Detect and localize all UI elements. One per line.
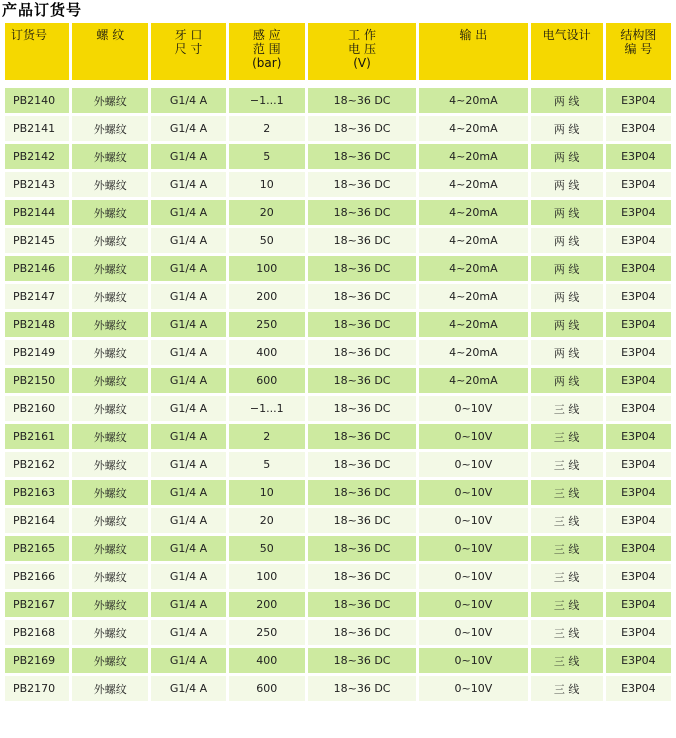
cell-order-number: PB2143 (5, 172, 69, 197)
cell-thread-size: G1/4 A (151, 256, 225, 281)
cell-output: 4~20mA (419, 144, 527, 169)
cell-order-number: PB2166 (5, 564, 69, 589)
table-row (5, 368, 671, 393)
cell-output: 0~10V (419, 564, 527, 589)
cell-thread: 外螺纹 (72, 340, 148, 365)
cell-operating-voltage: 18~36 DC (308, 256, 416, 281)
cell-electrical-design: 两 线 (531, 368, 603, 393)
header-line: 结构图 (620, 28, 657, 42)
cell-drawing-number: E3P04 (606, 508, 671, 533)
cell-order-number: PB2140 (5, 88, 69, 113)
table-row (5, 228, 671, 253)
cell-thread: 外螺纹 (72, 200, 148, 225)
table-row (5, 284, 671, 309)
header-line: 订货号 (11, 28, 48, 42)
table-row (5, 256, 671, 281)
cell-electrical-design: 两 线 (531, 284, 603, 309)
cell-output: 0~10V (419, 452, 527, 477)
cell-output: 4~20mA (419, 172, 527, 197)
cell-thread: 外螺纹 (72, 508, 148, 533)
cell-drawing-number: E3P04 (606, 312, 671, 337)
header-line: 输 出 (459, 28, 488, 42)
cell-drawing-number: E3P04 (606, 200, 671, 225)
cell-thread-size: G1/4 A (151, 144, 225, 169)
table-row (5, 200, 671, 225)
cell-drawing-number: E3P04 (606, 676, 671, 701)
header-line: 电气设计 (542, 28, 591, 42)
cell-sensing-range: 100 (229, 256, 305, 281)
cell-output: 0~10V (419, 536, 527, 561)
header-order-number (5, 23, 69, 80)
cell-output: 0~10V (419, 648, 527, 673)
cell-sensing-range: 5 (229, 144, 305, 169)
cell-order-number: PB2145 (5, 228, 69, 253)
cell-order-number: PB2150 (5, 368, 69, 393)
cell-electrical-design: 三 线 (531, 620, 603, 645)
header-line: 工 作 (348, 28, 376, 42)
cell-order-number: PB2148 (5, 312, 69, 337)
cell-operating-voltage: 18~36 DC (308, 368, 416, 393)
cell-thread-size: G1/4 A (151, 480, 225, 505)
cell-drawing-number: E3P04 (606, 648, 671, 673)
table-row (5, 312, 671, 337)
table-row (5, 172, 671, 197)
cell-sensing-range: 400 (229, 340, 305, 365)
cell-thread: 外螺纹 (72, 368, 148, 393)
table-row (5, 508, 671, 533)
cell-drawing-number: E3P04 (606, 340, 671, 365)
cell-drawing-number: E3P04 (606, 564, 671, 589)
cell-output: 4~20mA (419, 200, 527, 225)
cell-order-number: PB2162 (5, 452, 69, 477)
cell-thread-size: G1/4 A (151, 340, 225, 365)
cell-thread: 外螺纹 (72, 256, 148, 281)
cell-electrical-design: 两 线 (531, 144, 603, 169)
cell-output: 4~20mA (419, 116, 527, 141)
cell-sensing-range: 2 (229, 424, 305, 449)
cell-output: 4~20mA (419, 256, 527, 281)
cell-sensing-range: −1...1 (229, 396, 305, 421)
header-line: 牙 口 (174, 28, 203, 42)
cell-electrical-design: 三 线 (531, 508, 603, 533)
cell-sensing-range: 600 (229, 676, 305, 701)
cell-electrical-design: 三 线 (531, 536, 603, 561)
cell-thread-size: G1/4 A (151, 312, 225, 337)
cell-order-number: PB2144 (5, 200, 69, 225)
cell-thread-size: G1/4 A (151, 508, 225, 533)
cell-operating-voltage: 18~36 DC (308, 592, 416, 617)
cell-sensing-range: −1...1 (229, 88, 305, 113)
header-line: 感 应 (252, 28, 281, 42)
cell-drawing-number: E3P04 (606, 368, 671, 393)
cell-order-number: PB2164 (5, 508, 69, 533)
cell-electrical-design: 两 线 (531, 340, 603, 365)
cell-thread-size: G1/4 A (151, 424, 225, 449)
cell-output: 0~10V (419, 508, 527, 533)
cell-drawing-number: E3P04 (606, 172, 671, 197)
header-line: (V) (353, 56, 371, 70)
cell-sensing-range: 600 (229, 368, 305, 393)
table-row (5, 676, 671, 701)
cell-thread: 外螺纹 (72, 676, 148, 701)
cell-drawing-number: E3P04 (606, 396, 671, 421)
cell-sensing-range: 20 (229, 508, 305, 533)
cell-electrical-design: 三 线 (531, 452, 603, 477)
table-row (5, 340, 671, 365)
cell-output: 4~20mA (419, 312, 527, 337)
order-table (2, 20, 674, 704)
cell-drawing-number: E3P04 (606, 144, 671, 169)
cell-output: 4~20mA (419, 88, 527, 113)
cell-drawing-number: E3P04 (606, 116, 671, 141)
cell-order-number: PB2141 (5, 116, 69, 141)
cell-operating-voltage: 18~36 DC (308, 340, 416, 365)
cell-drawing-number: E3P04 (606, 480, 671, 505)
cell-thread: 外螺纹 (72, 144, 148, 169)
cell-operating-voltage: 18~36 DC (308, 480, 416, 505)
cell-electrical-design: 三 线 (531, 480, 603, 505)
cell-order-number: PB2167 (5, 592, 69, 617)
header-line: 编 号 (624, 42, 653, 56)
table-row (5, 564, 671, 589)
cell-thread: 外螺纹 (72, 480, 148, 505)
header-line: (bar) (252, 56, 282, 70)
cell-operating-voltage: 18~36 DC (308, 284, 416, 309)
cell-output: 0~10V (419, 396, 527, 421)
cell-thread-size: G1/4 A (151, 116, 225, 141)
cell-sensing-range: 50 (229, 228, 305, 253)
cell-electrical-design: 两 线 (531, 172, 603, 197)
cell-sensing-range: 200 (229, 592, 305, 617)
cell-sensing-range: 10 (229, 172, 305, 197)
cell-operating-voltage: 18~36 DC (308, 396, 416, 421)
cell-electrical-design: 两 线 (531, 312, 603, 337)
cell-electrical-design: 三 线 (531, 648, 603, 673)
cell-electrical-design: 两 线 (531, 88, 603, 113)
cell-order-number: PB2161 (5, 424, 69, 449)
cell-electrical-design: 两 线 (531, 116, 603, 141)
cell-sensing-range: 250 (229, 620, 305, 645)
table-body (5, 88, 671, 701)
header-output (419, 23, 527, 80)
cell-drawing-number: E3P04 (606, 424, 671, 449)
cell-order-number: PB2165 (5, 536, 69, 561)
cell-drawing-number: E3P04 (606, 592, 671, 617)
header-row (5, 23, 671, 80)
cell-electrical-design: 三 线 (531, 396, 603, 421)
cell-operating-voltage: 18~36 DC (308, 620, 416, 645)
cell-drawing-number: E3P04 (606, 256, 671, 281)
cell-thread: 外螺纹 (72, 88, 148, 113)
cell-operating-voltage: 18~36 DC (308, 564, 416, 589)
cell-drawing-number: E3P04 (606, 536, 671, 561)
cell-thread: 外螺纹 (72, 116, 148, 141)
cell-electrical-design: 三 线 (531, 592, 603, 617)
cell-thread-size: G1/4 A (151, 564, 225, 589)
cell-output: 4~20mA (419, 228, 527, 253)
cell-drawing-number: E3P04 (606, 620, 671, 645)
cell-sensing-range: 200 (229, 284, 305, 309)
cell-operating-voltage: 18~36 DC (308, 508, 416, 533)
cell-drawing-number: E3P04 (606, 452, 671, 477)
cell-operating-voltage: 18~36 DC (308, 536, 416, 561)
cell-output: 0~10V (419, 676, 527, 701)
cell-sensing-range: 10 (229, 480, 305, 505)
cell-operating-voltage: 18~36 DC (308, 172, 416, 197)
cell-thread-size: G1/4 A (151, 368, 225, 393)
cell-sensing-range: 2 (229, 116, 305, 141)
cell-operating-voltage: 18~36 DC (308, 312, 416, 337)
table-row (5, 592, 671, 617)
cell-operating-voltage: 18~36 DC (308, 648, 416, 673)
cell-electrical-design: 两 线 (531, 200, 603, 225)
cell-drawing-number: E3P04 (606, 88, 671, 113)
cell-thread: 外螺纹 (72, 172, 148, 197)
cell-thread: 外螺纹 (72, 620, 148, 645)
table-row (5, 424, 671, 449)
header-line: 螺 纹 (96, 28, 125, 42)
cell-thread-size: G1/4 A (151, 396, 225, 421)
table-row (5, 396, 671, 421)
cell-output: 0~10V (419, 592, 527, 617)
cell-order-number: PB2163 (5, 480, 69, 505)
table-row (5, 480, 671, 505)
cell-thread-size: G1/4 A (151, 592, 225, 617)
cell-electrical-design: 三 线 (531, 676, 603, 701)
cell-output: 4~20mA (419, 368, 527, 393)
header-thread-size (151, 23, 225, 80)
cell-order-number: PB2168 (5, 620, 69, 645)
cell-thread-size: G1/4 A (151, 452, 225, 477)
cell-thread-size: G1/4 A (151, 620, 225, 645)
table-row (5, 88, 671, 113)
cell-operating-voltage: 18~36 DC (308, 676, 416, 701)
cell-output: 0~10V (419, 424, 527, 449)
cell-order-number: PB2147 (5, 284, 69, 309)
cell-order-number: PB2146 (5, 256, 69, 281)
cell-sensing-range: 5 (229, 452, 305, 477)
cell-thread-size: G1/4 A (151, 536, 225, 561)
cell-thread: 外螺纹 (72, 648, 148, 673)
cell-sensing-range: 250 (229, 312, 305, 337)
cell-thread: 外螺纹 (72, 536, 148, 561)
cell-thread: 外螺纹 (72, 452, 148, 477)
cell-thread: 外螺纹 (72, 228, 148, 253)
cell-electrical-design: 三 线 (531, 424, 603, 449)
cell-electrical-design: 两 线 (531, 256, 603, 281)
cell-thread-size: G1/4 A (151, 676, 225, 701)
header-line: 电 压 (348, 42, 376, 56)
cell-thread: 外螺纹 (72, 564, 148, 589)
cell-order-number: PB2149 (5, 340, 69, 365)
table-row (5, 452, 671, 477)
cell-sensing-range: 20 (229, 200, 305, 225)
cell-thread: 外螺纹 (72, 284, 148, 309)
cell-order-number: PB2169 (5, 648, 69, 673)
cell-output: 0~10V (419, 480, 527, 505)
cell-output: 4~20mA (419, 340, 527, 365)
header-thread (72, 23, 148, 80)
table-row (5, 144, 671, 169)
cell-operating-voltage: 18~36 DC (308, 144, 416, 169)
table-row (5, 536, 671, 561)
cell-sensing-range: 100 (229, 564, 305, 589)
cell-thread-size: G1/4 A (151, 648, 225, 673)
cell-thread-size: G1/4 A (151, 200, 225, 225)
cell-sensing-range: 400 (229, 648, 305, 673)
page-title: 产品订货号 (2, 1, 83, 19)
cell-operating-voltage: 18~36 DC (308, 424, 416, 449)
cell-order-number: PB2160 (5, 396, 69, 421)
table-row (5, 116, 671, 141)
cell-order-number: PB2170 (5, 676, 69, 701)
cell-order-number: PB2142 (5, 144, 69, 169)
header-electrical-design (531, 23, 603, 80)
cell-output: 4~20mA (419, 284, 527, 309)
cell-thread-size: G1/4 A (151, 228, 225, 253)
cell-thread-size: G1/4 A (151, 88, 225, 113)
table-header (5, 23, 671, 85)
cell-drawing-number: E3P04 (606, 228, 671, 253)
cell-thread: 外螺纹 (72, 312, 148, 337)
header-line: 尺 寸 (174, 42, 203, 56)
cell-electrical-design: 三 线 (531, 564, 603, 589)
cell-drawing-number: E3P04 (606, 284, 671, 309)
cell-sensing-range: 50 (229, 536, 305, 561)
cell-operating-voltage: 18~36 DC (308, 228, 416, 253)
header-drawing-number (606, 23, 671, 80)
cell-output: 0~10V (419, 620, 527, 645)
table-row (5, 648, 671, 673)
cell-operating-voltage: 18~36 DC (308, 88, 416, 113)
cell-operating-voltage: 18~36 DC (308, 116, 416, 141)
cell-electrical-design: 两 线 (531, 228, 603, 253)
cell-operating-voltage: 18~36 DC (308, 452, 416, 477)
header-operating-voltage (308, 23, 416, 80)
cell-thread-size: G1/4 A (151, 172, 225, 197)
header-sensing-range (229, 23, 305, 80)
table-row (5, 620, 671, 645)
cell-thread: 外螺纹 (72, 396, 148, 421)
cell-thread-size: G1/4 A (151, 284, 225, 309)
cell-thread: 外螺纹 (72, 424, 148, 449)
cell-thread: 外螺纹 (72, 592, 148, 617)
header-line: 范 围 (252, 42, 281, 56)
cell-operating-voltage: 18~36 DC (308, 200, 416, 225)
